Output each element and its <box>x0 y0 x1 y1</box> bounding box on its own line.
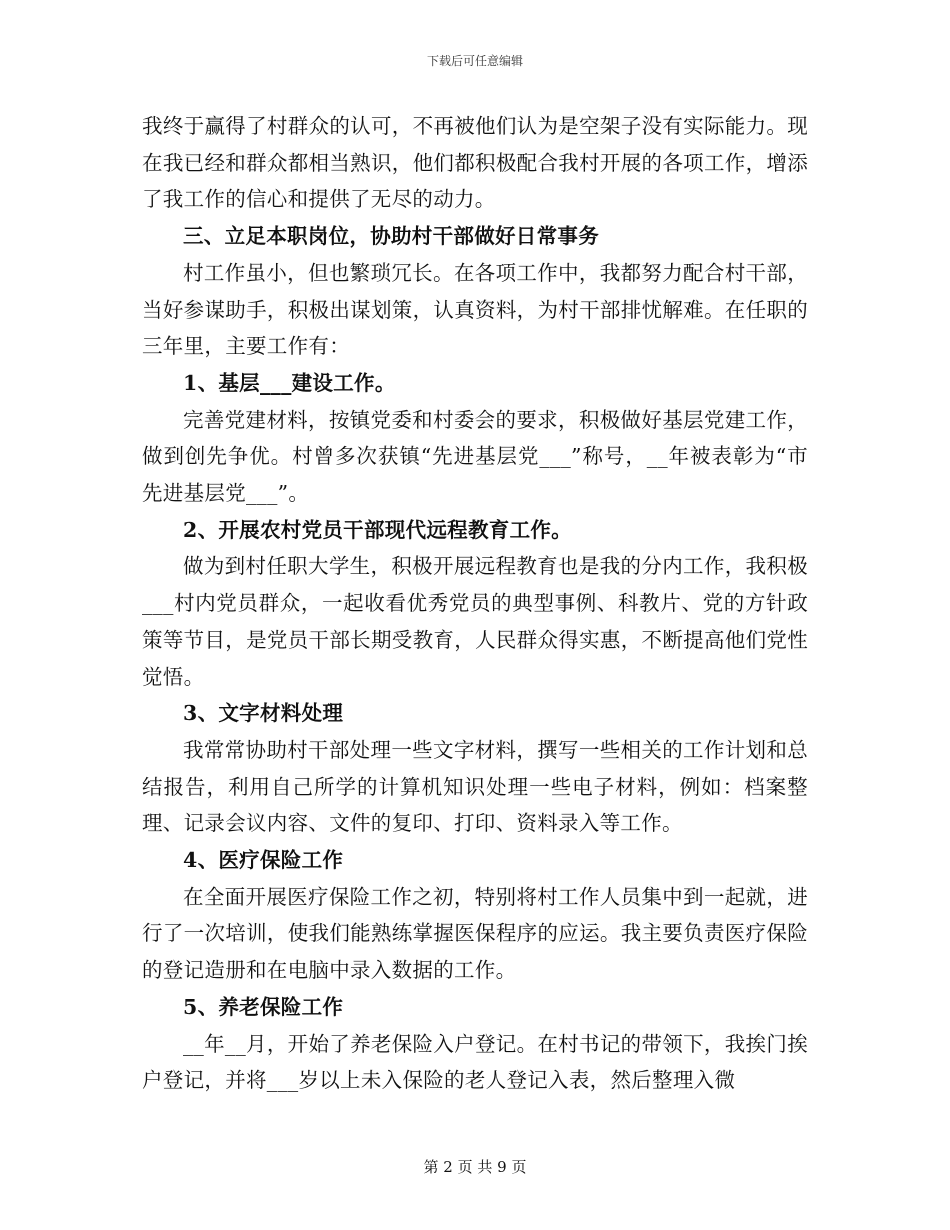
section-heading: 三、立足本职岗位，协助村干部做好日常事务 <box>183 224 599 249</box>
section-heading: 1、基层___建设工作。 <box>183 370 396 395</box>
section-heading: 4、医疗保险工作 <box>183 848 344 873</box>
page-header: 下载后可任意编辑 <box>426 54 523 68</box>
paragraph: 完善党建材料，按镇党委和村委会的要求，积极做好基层党建工作，做到创先争优。村曾多次获镇“先进基层党___”称号，__年被表彰为“市先进基层党___”。 <box>142 407 808 506</box>
paragraph: __年__月，开始了养老保险入户登记。在村书记的带领下，我挨门挨户登记，并将___岁以上未入保险的老人登记入表，然后整理入微 <box>142 1031 808 1093</box>
paragraph: 做为到村任职大学生，积极开展远程教育也是我的分内工作，我积极___村内党员群众，一起收看优秀党员的典型事例、科教片、党的方针政策等节目，是党员干部长期受教育，人民群众得实惠，不断提高他们党性觉悟。 <box>142 554 808 689</box>
section-heading: 3、文字材料处理 <box>183 701 344 726</box>
section-heading: 2、开展农村党员干部现代远程教育工作。 <box>183 517 572 542</box>
section-heading: 5、养老保险工作 <box>183 994 344 1019</box>
paragraph: 村工作虽小，但也繁琐冗长。在各项工作中，我都努力配合村干部，当好参谋助手，积极出谋划策，认真资料，为村干部排忧解难。在任职的三年里，主要工作有： <box>142 260 808 359</box>
paragraph: 我常常协助村干部处理一些文字材料，撰写一些相关的工作计划和总结报告，利用自己所学的计算机知识处理一些电子材料，例如：档案整理、记录会议内容、文件的复印、打印、资料录入等工作。 <box>142 737 808 836</box>
paragraph: 我终于赢得了村群众的认可，不再被他们认为是空架子没有实际能力。现在我已经和群众都相当熟识，他们都积极配合我村开展的各项工作，增添了我工作的信心和提供了无尽的动力。 <box>142 114 808 212</box>
page-footer: 第 2 页 共 9 页 <box>423 1158 527 1176</box>
paragraph: 在全面开展医疗保险工作之初，特别将村工作人员集中到一起就，进行了一次培训，使我们能熟练掌握医保程序的应运。我主要负责医疗保险的登记造册和在电脑中录入数据的工作。 <box>142 884 808 983</box>
document-body <box>142 108 808 1099</box>
